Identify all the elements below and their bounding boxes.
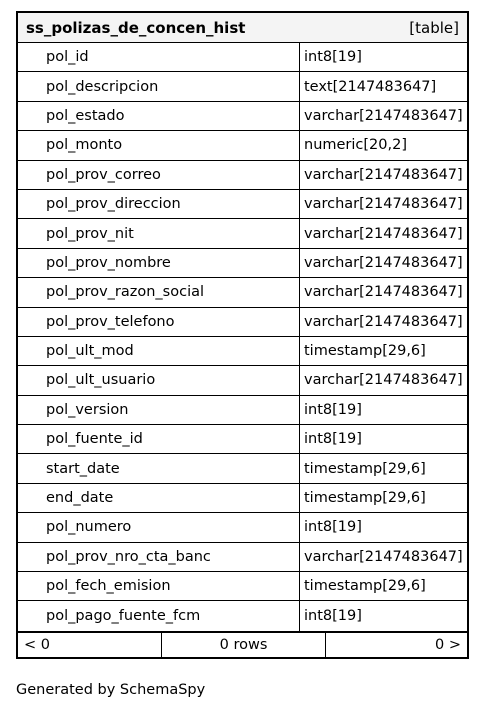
column-type: int8[19] [304, 608, 362, 625]
column-row [18, 366, 467, 395]
column-row [18, 72, 467, 101]
column-type: timestamp[29,6] [304, 490, 426, 507]
column-row [18, 161, 467, 190]
column-row [18, 425, 467, 454]
column-name: end_date [18, 484, 300, 512]
column-name: pol_version [18, 396, 300, 424]
column-row [18, 102, 467, 131]
column-name: pol_id [18, 43, 300, 71]
column-type: int8[19] [304, 49, 362, 66]
column-type: timestamp[29,6] [304, 460, 426, 477]
column-row [18, 308, 467, 337]
column-row [18, 337, 467, 366]
column-row [18, 249, 467, 278]
generated-by-label: Generated by SchemaSpy [16, 682, 206, 698]
column-name: pol_prov_correo [18, 161, 300, 189]
column-name: pol_prov_nombre [18, 249, 300, 277]
child-count: 0 > [435, 636, 461, 653]
column-type: text[2147483647] [304, 78, 437, 95]
column-row [18, 131, 467, 160]
column-row [18, 513, 467, 542]
table-name: ss_polizas_de_concen_hist [26, 18, 246, 37]
table-header [18, 13, 467, 43]
column-row [18, 601, 467, 630]
row-count: 0 rows [162, 633, 326, 657]
column-name: pol_estado [18, 102, 300, 130]
column-row [18, 396, 467, 425]
column-type: varchar[2147483647] [304, 196, 463, 213]
column-name: pol_prov_direccion [18, 190, 300, 218]
column-name: pol_pago_fuente_fcm [18, 601, 300, 630]
column-name: pol_ult_usuario [18, 366, 300, 394]
table-kind-label: [table] [409, 18, 459, 37]
column-name: pol_monto [18, 131, 300, 159]
column-row [18, 43, 467, 72]
column-row [18, 219, 467, 248]
column-name: pol_descripcion [18, 72, 300, 100]
column-row [18, 278, 467, 307]
column-name: pol_prov_razon_social [18, 278, 300, 306]
column-row [18, 454, 467, 483]
column-name: pol_prov_nit [18, 219, 300, 247]
table-footer [18, 631, 467, 657]
column-name: start_date [18, 454, 300, 482]
column-row [18, 190, 467, 219]
column-name: pol_fuente_id [18, 425, 300, 453]
column-name: pol_numero [18, 513, 300, 541]
column-type: varchar[2147483647] [304, 254, 463, 271]
column-type: varchar[2147483647] [304, 284, 463, 301]
column-name: pol_ult_mod [18, 337, 300, 365]
column-type: varchar[2147483647] [304, 313, 463, 330]
column-type: varchar[2147483647] [304, 548, 463, 565]
column-type: varchar[2147483647] [304, 372, 463, 389]
column-type: numeric[20,2] [304, 137, 407, 154]
column-list [18, 43, 467, 631]
column-type: varchar[2147483647] [304, 225, 463, 242]
column-type: int8[19] [304, 519, 362, 536]
column-type: int8[19] [304, 401, 362, 418]
parent-count: < 0 [18, 633, 162, 657]
column-type: timestamp[29,6] [304, 343, 426, 360]
column-row [18, 484, 467, 513]
column-type: varchar[2147483647] [304, 107, 463, 124]
column-type: timestamp[29,6] [304, 578, 426, 595]
column-row [18, 543, 467, 572]
entity-table [16, 11, 469, 659]
column-row [18, 572, 467, 601]
column-type: int8[19] [304, 431, 362, 448]
column-name: pol_prov_nro_cta_banc [18, 543, 300, 571]
column-name: pol_fech_emision [18, 572, 300, 600]
column-name: pol_prov_telefono [18, 308, 300, 336]
column-type: varchar[2147483647] [304, 166, 463, 183]
